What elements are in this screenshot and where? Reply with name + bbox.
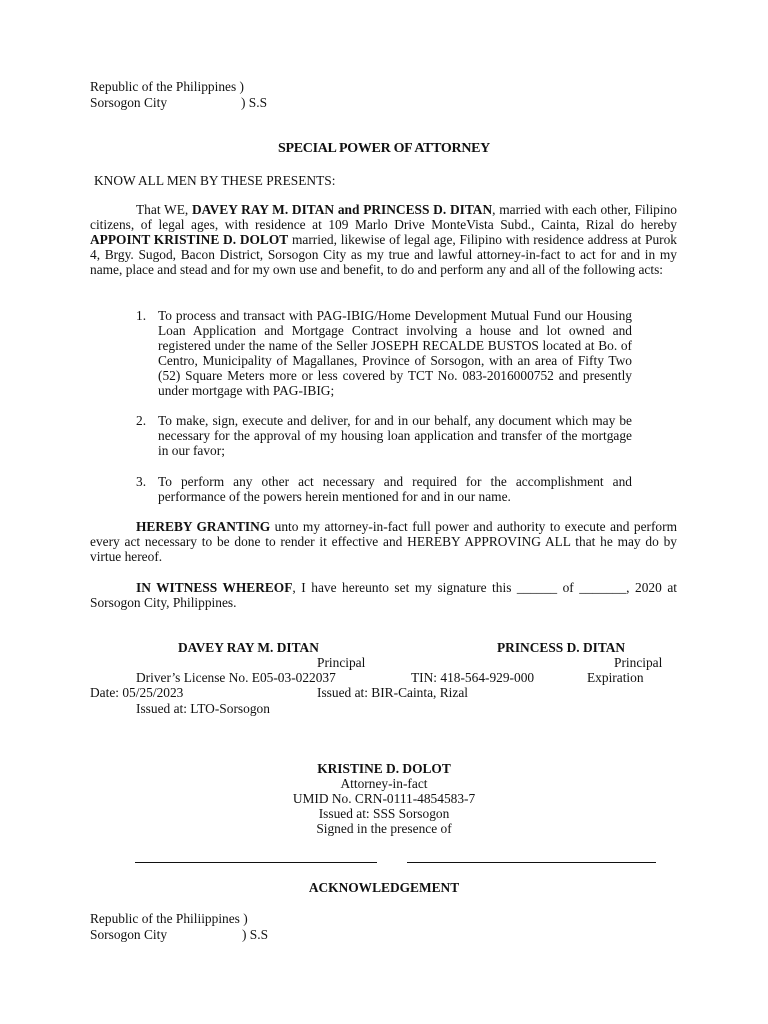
venue-ss: ) S.S <box>241 95 268 110</box>
tin-number: TIN: 418-564-929-000 <box>411 670 535 685</box>
footer-venue-ss: ) S.S <box>242 927 269 942</box>
granting-lead: HEREBY GRANTING <box>136 519 271 534</box>
witness-signature-line-2 <box>407 862 656 863</box>
intro-text-1: That WE, <box>136 202 192 217</box>
witness-text: , I have hereunto set my signature this ______ of _______, 2020 at Sorsogon City, Philippines. <box>90 580 677 610</box>
principal-2-label: Principal <box>614 655 663 670</box>
venue-city: Sorsogon City <box>90 95 168 110</box>
acknowledgement-title: ACKNOWLEDGEMENT <box>308 880 460 895</box>
principal-1-label: Principal <box>317 655 366 670</box>
document-title: SPECIAL POWER OF ATTORNEY <box>277 141 490 156</box>
granting-text: unto my attorney-in-fact full power and authority to execute and perform every act necessary to be done to render it effective and HEREBY APPROVING ALL that he may do by virtue hereof. <box>90 519 678 564</box>
appoint-clause: APPOINT KRISTINE D. DOLOT <box>90 232 289 247</box>
intro-text-2: , married with each other, Filipino citizens, of legal ages, with residence at 109 Marlo Drive MonteVista Subd., Cainta, Rizal do hereby <box>90 202 677 232</box>
granting-paragraph <box>90 519 677 564</box>
witness-lead: IN WITNESS WHEREOF <box>136 580 293 595</box>
item-2-text: To make, sign, execute and deliver, for and in our behalf, any document which may be necessary for the approval of my housing loan application and transfer of the mortgage in our favor; <box>158 413 632 458</box>
attorney-name: KRISTINE D. DOLOT <box>317 761 451 776</box>
principal-names: DAVEY RAY M. DITAN and PRINCESS D. DITAN <box>191 202 493 217</box>
signed-in-presence: Signed in the presence of <box>316 821 452 836</box>
witness-signature-line-1 <box>135 862 377 863</box>
principal-1-name: DAVEY RAY M. DITAN <box>178 640 319 655</box>
know-all-men: KNOW ALL MEN BY THESE PRESENTS: <box>94 173 336 188</box>
item-3-text: To perform any other act necessary and required for the accomplishment and performance of the powers herein mentioned for and in our name. <box>158 474 632 504</box>
expiration-date: Date: 05/25/2023 <box>90 685 184 700</box>
issued-at-lto: Issued at: LTO-Sorsogon <box>136 701 270 716</box>
footer-venue-republic: Republic of the Philiippines ) <box>90 911 248 926</box>
issued-at-sss: Issued at: SSS Sorsogon <box>318 806 450 821</box>
venue-republic: Republic of the Philippines ) <box>90 79 244 94</box>
principal-2-name: PRINCESS D. DITAN <box>497 640 626 655</box>
drivers-license: Driver’s License No. E05-03-022037 <box>136 670 336 685</box>
item-2-number: 2. <box>136 413 147 428</box>
item-3-number: 3. <box>136 474 147 489</box>
attorney-role: Attorney-in-fact <box>340 776 428 791</box>
issued-at-bir: Issued at: BIR-Cainta, Rizal <box>317 685 468 700</box>
witness-paragraph <box>90 580 677 610</box>
footer-venue-city: Sorsogon City <box>90 927 168 942</box>
intro-text-3: married, likewise of legal age, Filipino with residence address at Purok 4, Brgy. Sugod, Bacon District, Sorsogon City as my true and lawful attorney-in-fact to act for and in my name, place and stead and for my own use and benefit, to do and perform any and all of the following acts: <box>90 232 677 277</box>
umid-number: UMID No. CRN-0111-4854583-7 <box>292 791 476 806</box>
intro-paragraph <box>90 202 677 277</box>
item-1-text: To process and transact with PAG-IBIG/Home Development Mutual Fund our Housing Loan Application and Mortgage Contract involving a house and lot owned and registered under the name of the Seller JOSEPH RECALDE BUSTOS located at Bo. of Centro, Municipality of Magallanes, Province of Sorsogon, with an area of Fifty Two (52) Square Meters more or less covered by TCT No. 083-2016000752 and presently under mortgage with PAG-IBIG; <box>158 308 632 398</box>
expiration-label: Expiration <box>587 670 644 685</box>
item-1-number: 1. <box>136 308 147 323</box>
